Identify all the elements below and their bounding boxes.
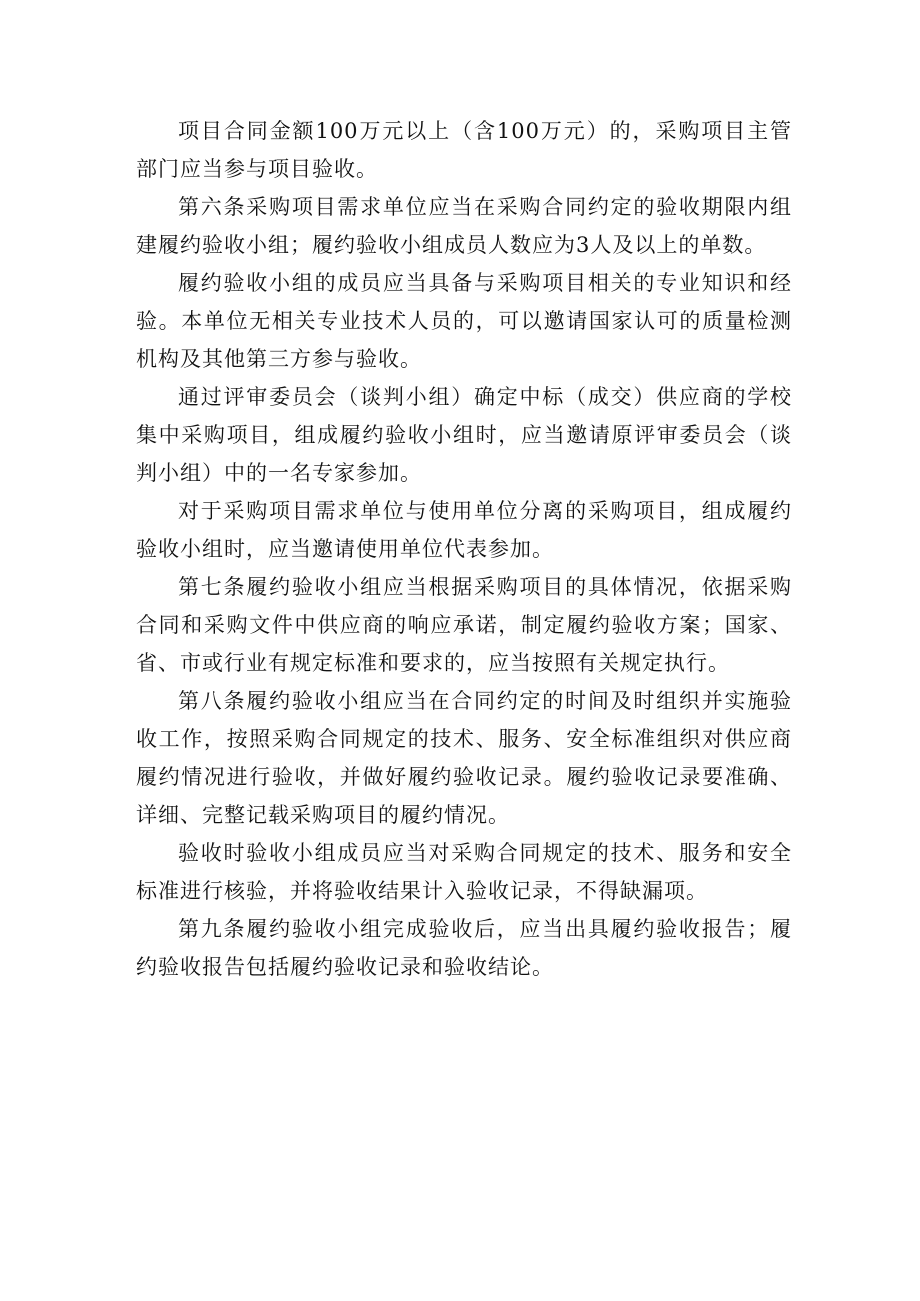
paragraph: 第八条履约验收小组应当在合同约定的时间及时组织并实施验收工作，按照采购合同规定的技术、服务、安全标准组织对供应商履约情况进行验收，并做好履约验收记录。履约验收记录要准确、详细、完整记载采购项目的履约情况。 <box>136 689 792 827</box>
paragraph: 通过评审委员会（谈判小组）确定中标（成交）供应商的学校集中采购项目，组成履约验收小组时，应当邀请原评审委员会（谈判小组）中的一名专家参加。 <box>136 385 792 485</box>
paragraph: 第六条采购项目需求单位应当在采购合同约定的验收期限内组建履约验收小组；履约验收小组成员人数应为3人及以上的单数。 <box>136 195 792 257</box>
paragraph: 项目合同金额100万元以上（含100万元）的，采购项目主管部门应当参与项目验收。 <box>136 119 792 181</box>
paragraph: 对于采购项目需求单位与使用单位分离的采购项目，组成履约验收小组时，应当邀请使用单位代表参加。 <box>136 499 792 561</box>
paragraph: 第九条履约验收小组完成验收后，应当出具履约验收报告；履约验收报告包括履约验收记录和验收结论。 <box>136 917 792 979</box>
paragraph: 第七条履约验收小组应当根据采购项目的具体情况，依据采购合同和采购文件中供应商的响应承诺，制定履约验收方案；国家、省、市或行业有规定标准和要求的，应当按照有关规定执行。 <box>136 575 792 675</box>
paragraph: 验收时验收小组成员应当对采购合同规定的技术、服务和安全标准进行核验，并将验收结果计入验收记录，不得缺漏项。 <box>136 841 792 903</box>
paragraph: 履约验收小组的成员应当具备与采购项目相关的专业知识和经验。本单位无相关专业技术人员的，可以邀请国家认可的质量检测机构及其他第三方参与验收。 <box>136 271 792 371</box>
